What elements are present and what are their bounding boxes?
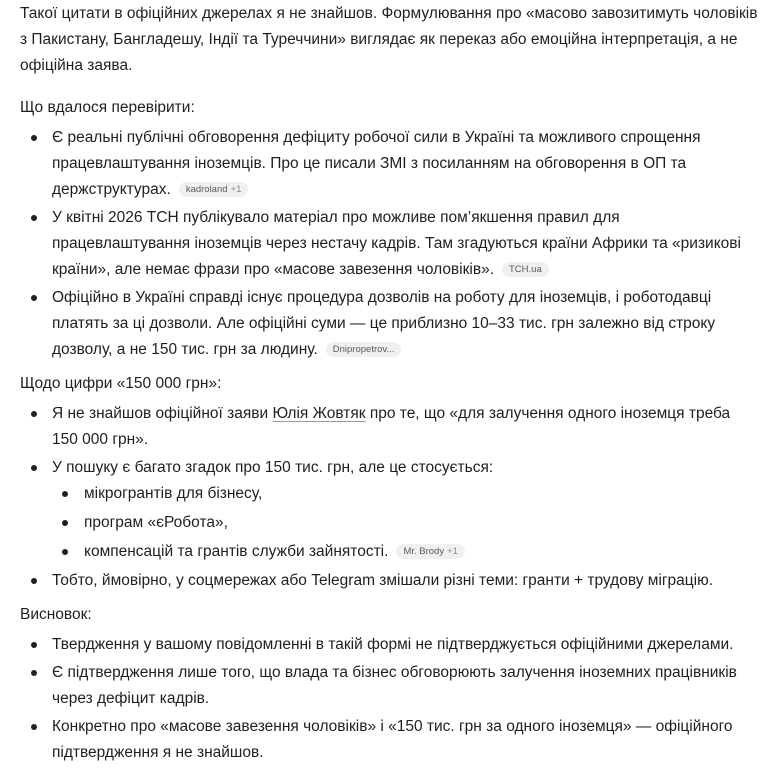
citation-chip-tsn[interactable] [502, 262, 549, 277]
sub-list-item-text: компенсацій та грантів служби зайнятості. [84, 543, 389, 560]
list-item-text: Я не знайшов офіційної заяви [52, 405, 273, 422]
list-item [20, 125, 760, 203]
citation-source: Dnipropetrov... [332, 344, 395, 355]
citation-source: Mr. Brody [403, 546, 445, 557]
citation-source: kadroland [185, 184, 228, 195]
list-item [20, 401, 760, 453]
list-item: Твердження у вашому повідомленні в такій формі не підтверджується офіційними джерелами. [20, 632, 760, 658]
citation-more-count: +1 [447, 546, 458, 557]
list-item-text: Є реальні публічні обговорення дефіциту робочої сили в Україні та можливого спрощення працевлаштування іноземців. Про це писали ЗМІ з посиланням на обговорення в ОП та держструктурах. [52, 129, 701, 198]
citation-chip-kadroland[interactable] [179, 182, 249, 197]
intro-paragraph: Такої цитати в офіційних джерелах я не знайшов. Формулювання про «масово завозитимуть чоловіків з Пакистану, Бангладешу, Індії та Туреччини» виглядає як переказ або емоційна інтерпретація, а не офіційна заява. [20, 5, 758, 74]
citation-more-count: +1 [230, 184, 242, 195]
list-item-text: У пошуку є багато згадок про 150 тис. грн, але це стосується: [52, 459, 494, 476]
figure-heading: Щодо цифри «150 000 грн»: [20, 375, 222, 392]
sub-list [52, 481, 760, 565]
sub-list-item [52, 539, 760, 565]
list-item: Є підтвердження лише того, що влада та бізнес обговорюють залучення іноземних працівників через дефіцит кадрів. [20, 660, 760, 712]
figure-list [20, 401, 760, 594]
list-item [20, 205, 760, 283]
list-item-text: У квітні 2026 ТСН публікувало матеріал про можливе пом’якшення правил для працевлаштування іноземців через нестачу кадрів. Там згадуються країни Африки та «ризикові країни», але немає фрази про «масове завезення чоловіків». [52, 209, 741, 278]
list-item [20, 285, 760, 363]
sub-list-item: мікрогрантів для бізнесу, [52, 481, 760, 507]
list-item-text: про те, що «для залучення одного іноземця треба 150 000 грн». [52, 405, 731, 448]
list-item: Тобто, ймовірно, у соцмережах або Telegram змішали різні теми: гранти + трудову міграцію. [20, 568, 760, 594]
conclusion-heading: Висновок: [20, 606, 92, 623]
conclusion-list [20, 632, 760, 766]
citation-chip-dnipropetrov[interactable] [326, 342, 402, 357]
citation-chip-mr-brody[interactable] [396, 544, 465, 559]
citation-source: TCH.ua [509, 264, 542, 275]
list-item-text: Офіційно в Україні справді існує процедура дозволів на роботу для іноземців, і роботодавці платять за ці дозволи. Але офіційні суми — це приблизно 10–33 тис. грн залежно від строку дозволу, а не 150 тис. грн за людину. [52, 289, 716, 358]
sub-list-item: програм «єРобота», [52, 510, 760, 536]
list-item: Конкретно про «масове завезення чоловіків» і «150 тис. грн за одного іноземця» — офіційного підтвердження я не знайшов. [20, 714, 760, 766]
list-item [20, 455, 760, 565]
verified-heading: Що вдалося перевірити: [20, 99, 195, 116]
person-link-yulia-zhovtyak[interactable]: Юлія Жовтяк [272, 405, 366, 422]
verified-list [20, 125, 760, 363]
